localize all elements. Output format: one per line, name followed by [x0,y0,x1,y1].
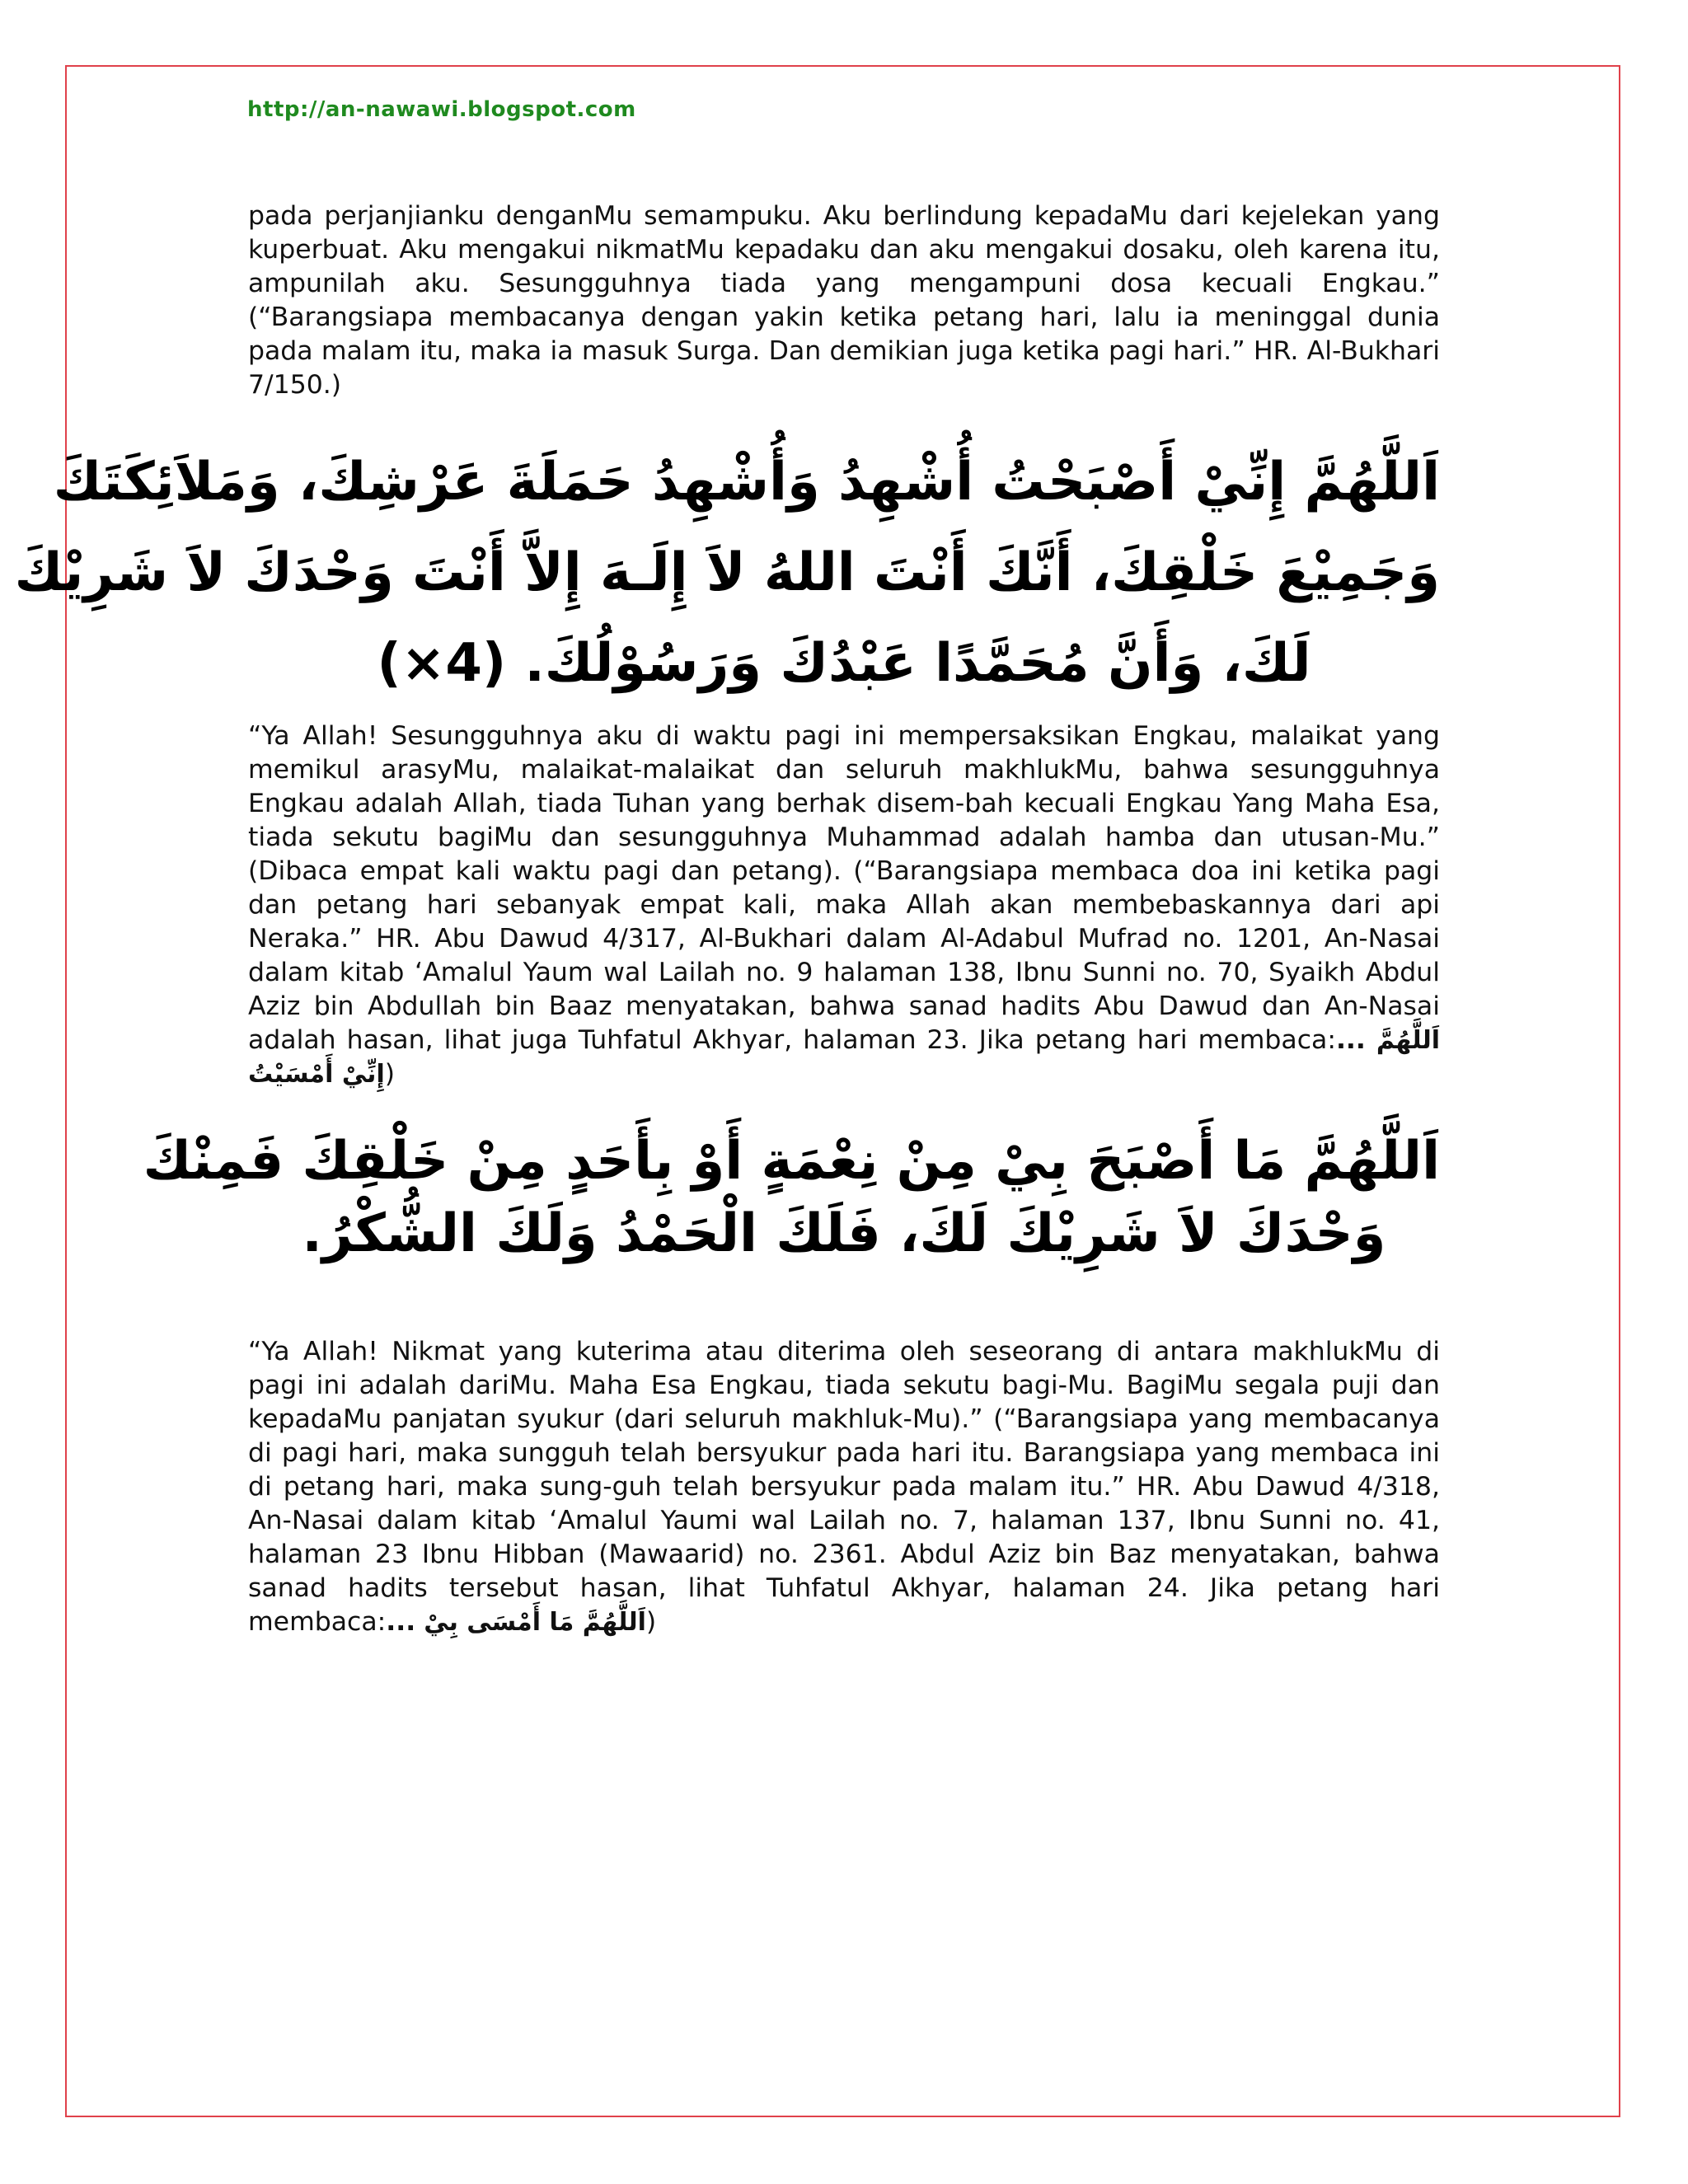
paragraph-2-arabic-inline: اَللَّهُمَّ إِنِّيْ أَمْسَيْتُ [248,1026,1440,1089]
paragraph-3-ellipsis: ... [386,1607,416,1637]
paragraph-3 [248,1335,1440,1639]
arabic-dua-1-line-3: لَكَ، وَأَنَّ مُحَمَّدًا عَبْدُكَ وَرَسُوْلُكَ. (4×) [377,633,1311,694]
arabic-dua-2 [143,1125,1440,1270]
paragraph-3-closing: ) [645,1607,657,1637]
paragraph-2 [248,719,1440,1091]
arabic-dua-1 [14,437,1440,709]
arabic-dua-1-line-2: وَجَمِيْعَ خَلْقِكَ، أَنَّكَ أَنْتَ اللهُ لاَ إِلَـهَ إِلاَّ أَنْتَ وَحْدَكَ لاَ شَرِيْكَ [14,542,1440,603]
paragraph-3-arabic-inline: اَللَّهُمَّ مَا أَمْسَى بِيْ [424,1608,646,1637]
paragraph-2-closing: ) [384,1059,396,1089]
arabic-dua-2-line-2: وَحْدَكَ لاَ شَرِيْكَ لَكَ، فَلَكَ الْحَمْدُ وَلَكَ الشُّكْرُ. [302,1203,1386,1264]
paragraph-1: pada perjanjianku denganMu semampuku. Aku berlindung kepadaMu dari kejelekan yang kuperbuat. Aku mengakui nikmatMu kepadaku dan aku mengakui dosaku, oleh karena itu, ampunilah aku. Sesungguhnya tiada yang mengampuni dosa kecuali Engkau.” (“Barangsiapa membacanya dengan yakin ketika petang hari, lalu ia meninggal dunia pada malam itu, maka ia masuk Surga. Dan demikian juga ketika pagi hari.” HR. Al-Bukhari 7/150.) [248,201,1440,400]
paragraph-2-text: “Ya Allah! Sesungguhnya aku di waktu pagi ini mempersaksikan Engkau, malaikat yang memikul arasyMu, malaikat-malaikat dan seluruh makhlukMu, bahwa sesungguhnya Engkau adalah Allah, tiada Tuhan yang berhak disem-bah kecuali Engkau Yang Maha Esa, tiada sekutu bagiMu dan sesungguhnya Muhammad adalah hamba dan utusan-Mu.” (Dibaca empat kali waktu pagi dan petang). (“Barangsiapa membaca doa ini ketika pagi dan petang hari sebanyak empat kali, maka Allah akan membebaskannya dari api Neraka.” HR. Abu Dawud 4/317, Al-Bukhari dalam Al-Adabul Mufrad no. 1201, An-Nasai dalam kitab ‘Amalul Yaum wal Lailah no. 9 halaman 138, Ibnu Sunni no. 70, Syaikh Abdul Aziz bin Abdullah bin Baaz menyatakan, bahwa sanad hadits Abu Dawud dan An-Nasai adalah hasan, lihat juga Tuhfatul Akhyar, halaman 23. Jika petang hari membaca: [248,721,1440,1055]
arabic-dua-1-line-1: اَللَّهُمَّ إِنِّيْ أَصْبَحْتُ أُشْهِدُ وَأُشْهِدُ حَمَلَةَ عَرْشِكَ، وَمَلاَئِكَتَكَ [53,452,1440,513]
paragraph-3-text: “Ya Allah! Nikmat yang kuterima atau diterima oleh seseorang di antara makhlukMu di pagi ini adalah dariMu. Maha Esa Engkau, tiada sekutu bagi-Mu. BagiMu segala puji dan kepadaMu panjatan syukur (dari seluruh makhluk-Mu).” (“Barangsiapa yang membacanya di pagi hari, maka sungguh telah bersyukur pada hari itu. Barangsiapa yang membaca ini di petang hari, maka sung-guh telah bersyukur pada malam itu.” HR. Abu Dawud 4/318, An-Nasai dalam kitab ‘Amalul Yaumi wal Lailah no. 7, halaman 137, Ibnu Sunni no. 41, halaman 23 Ibnu Hibban (Mawaarid) no. 2361. Abdul Aziz bin Baz menyatakan, bahwa sanad hadits tersebut hasan, lihat Tuhfatul Akhyar, halaman 24. Jika petang hari membaca: [248,1337,1440,1637]
paragraph-2-ellipsis: ... [1335,1025,1366,1055]
header-url-link[interactable]: http://an-nawawi.blogspot.com [247,97,636,122]
arabic-dua-2-line-1: اَللَّهُمَّ مَا أَصْبَحَ بِيْ مِنْ نِعْمَةٍ أَوْ بِأَحَدٍ مِنْ خَلْقِكَ فَمِنْكَ [143,1131,1440,1192]
